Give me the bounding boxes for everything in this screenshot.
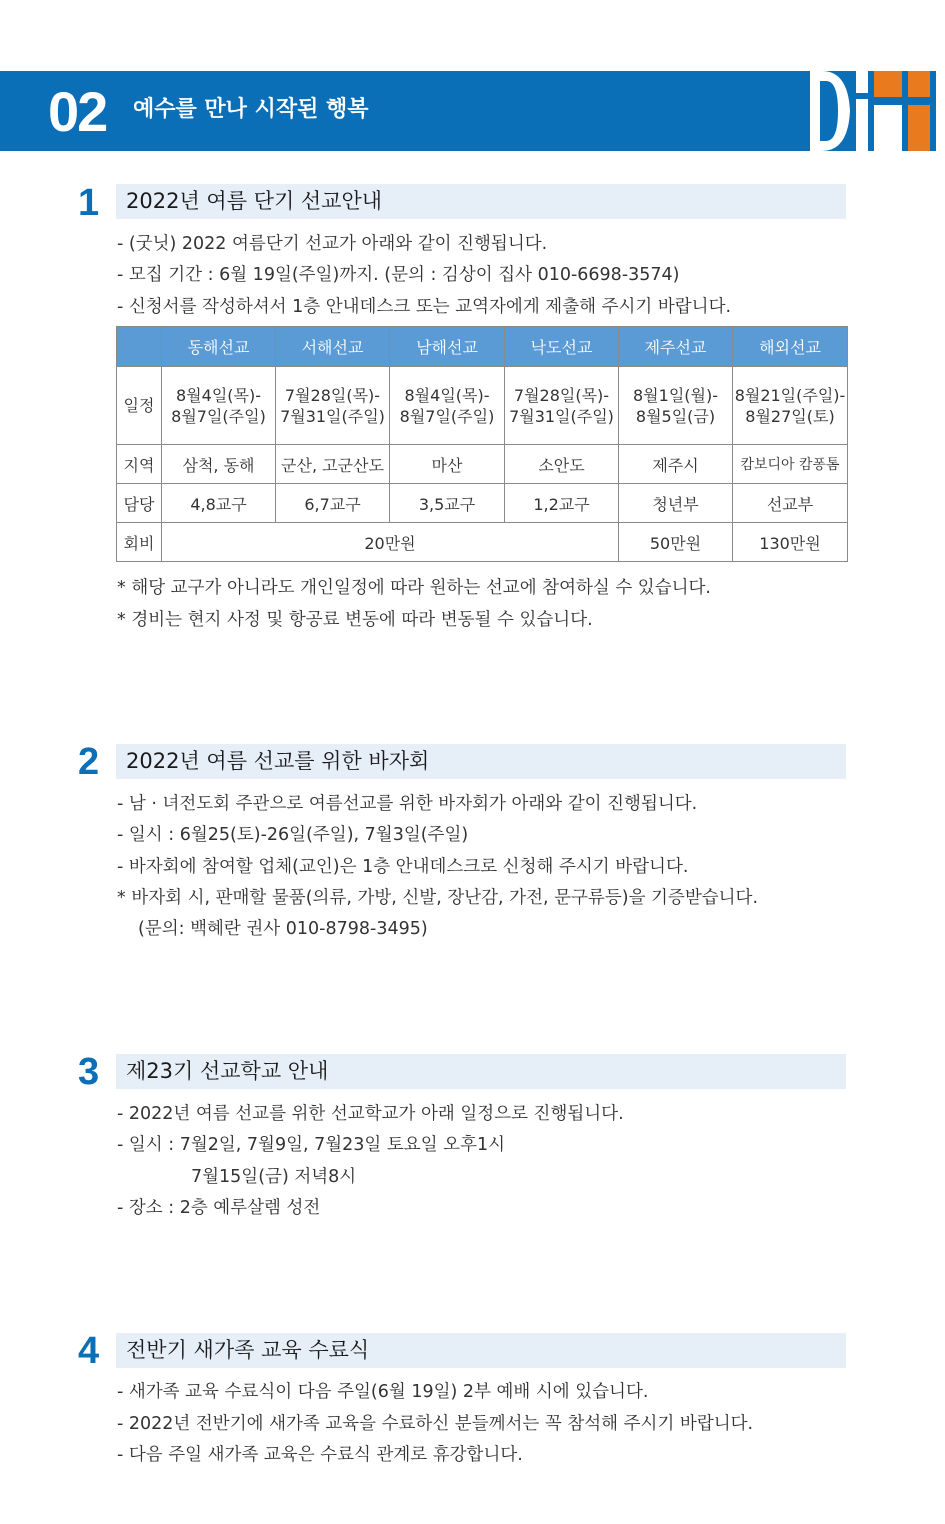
column-header: 서해선교 xyxy=(276,327,390,367)
section-1-title-bar xyxy=(116,184,846,219)
region-cell: 캄보디아 캄퐁톰 xyxy=(733,445,848,484)
section-2-line-3: - 바자회에 참여할 업체(교인)은 1층 안내데스크로 신청해 주시기 바랍니다. xyxy=(117,857,689,877)
section-4-title: 전반기 새가족 교육 수료식 xyxy=(126,1338,370,1362)
section-4-line-2: - 2022년 전반기에 새가족 교육을 수료하신 분들께서는 꼭 참석해 주시기 바랍니다. xyxy=(117,1414,754,1434)
section-1-number: 1 xyxy=(78,182,100,224)
section-1-line-2: - 모집 기간 : 6월 19일(주일)까지. (문의 : 김상이 집사 010-6698-3574) xyxy=(117,265,680,285)
church-logo-icon xyxy=(808,71,945,151)
table-row-fee xyxy=(117,523,848,562)
section-4-title-bar xyxy=(116,1333,846,1368)
mission-schedule-table xyxy=(116,326,848,562)
section-3-title: 제23기 선교학교 안내 xyxy=(126,1059,329,1083)
section-2-line-2: - 일시 : 6월25(토)-26일(주일), 7월3일(주일) xyxy=(117,825,469,845)
schedule-cell: 7월28일(목)- 7월31일(주일) xyxy=(505,367,619,445)
region-cell: 마산 xyxy=(390,445,505,484)
table-corner-cell xyxy=(117,327,162,367)
column-header: 동해선교 xyxy=(162,327,276,367)
section-3-line-3: 7월15일(금) 저녁8시 xyxy=(191,1167,357,1187)
section-3-number: 3 xyxy=(78,1051,100,1093)
charge-cell: 3,5교구 xyxy=(390,484,505,523)
section-1-title: 2022년 여름 단기 선교안내 xyxy=(126,189,383,213)
section-1-note-1: * 해당 교구가 아니라도 개인일정에 따라 원하는 선교에 참여하실 수 있습니다. xyxy=(117,578,711,598)
schedule-cell: 8월4일(목)- 8월7일(주일) xyxy=(390,367,505,445)
charge-cell: 청년부 xyxy=(619,484,733,523)
charge-cell: 1,2교구 xyxy=(505,484,619,523)
section-1-note-2: * 경비는 현지 사정 및 항공료 변동에 따라 변동될 수 있습니다. xyxy=(117,610,593,630)
region-cell: 제주시 xyxy=(619,445,733,484)
section-3-title-bar xyxy=(116,1054,846,1089)
row-label-charge: 담당 xyxy=(117,484,162,523)
column-header: 해외선교 xyxy=(733,327,848,367)
charge-cell: 6,7교구 xyxy=(276,484,390,523)
section-2-title: 2022년 여름 선교를 위한 바자회 xyxy=(126,749,430,773)
region-cell: 삼척, 동해 xyxy=(162,445,276,484)
section-4-line-1: - 새가족 교육 수료식이 다음 주일(6월 19일) 2부 예배 시에 있습니다. xyxy=(117,1382,649,1402)
charge-cell: 4,8교구 xyxy=(162,484,276,523)
section-2-line-5: (문의: 백혜란 권사 010-8798-3495) xyxy=(138,919,428,939)
fee-cell: 50만원 xyxy=(619,523,733,562)
column-header: 낙도선교 xyxy=(505,327,619,367)
table-row-region xyxy=(117,445,848,484)
schedule-cell: 7월28일(목)- 7월31일(주일) xyxy=(276,367,390,445)
header-number: 02 xyxy=(48,80,107,143)
region-cell: 군산, 고군산도 xyxy=(276,445,390,484)
section-2-line-4: * 바자회 시, 판매할 물품(의류, 가방, 신발, 장난감, 가전, 문구류등)을 기증받습니다. xyxy=(117,888,759,908)
schedule-cell: 8월4일(목)- 8월7일(주일) xyxy=(162,367,276,445)
section-3-line-1: - 2022년 여름 선교를 위한 선교학교가 아래 일정으로 진행됩니다. xyxy=(117,1104,624,1124)
table-row-charge xyxy=(117,484,848,523)
schedule-cell: 8월1일(월)- 8월5일(금) xyxy=(619,367,733,445)
row-label-schedule: 일정 xyxy=(117,367,162,445)
fee-cell: 130만원 xyxy=(733,523,848,562)
header-title: 예수를 만나 시작된 행복 xyxy=(133,97,369,122)
table-header-row xyxy=(117,327,848,367)
row-label-fee: 회비 xyxy=(117,523,162,562)
section-1-line-1: - (굿닛) 2022 여름단기 선교가 아래와 같이 진행됩니다. xyxy=(117,234,548,254)
section-2-title-bar xyxy=(116,744,846,779)
section-3-line-4: - 장소 : 2층 예루살렘 성전 xyxy=(117,1198,321,1218)
schedule-cell: 8월21일(주일)- 8월27일(토) xyxy=(733,367,848,445)
region-cell: 소안도 xyxy=(505,445,619,484)
table-row-schedule xyxy=(117,367,848,445)
row-label-region: 지역 xyxy=(117,445,162,484)
section-2-line-1: - 남 · 녀전도회 주관으로 여름선교를 위한 바자회가 아래와 같이 진행됩니다. xyxy=(117,794,698,814)
section-2-number: 2 xyxy=(78,741,100,783)
column-header: 제주선교 xyxy=(619,327,733,367)
charge-cell: 선교부 xyxy=(733,484,848,523)
section-4-line-3: - 다음 주일 새가족 교육은 수료식 관계로 휴강합니다. xyxy=(117,1445,523,1465)
column-header: 남해선교 xyxy=(390,327,505,367)
section-3-line-2: - 일시 : 7월2일, 7월9일, 7월23일 토요일 오후1시 xyxy=(117,1135,506,1155)
section-1-line-3: - 신청서를 작성하셔서 1층 안내데스크 또는 교역자에게 제출해 주시기 바랍니다. xyxy=(117,297,732,317)
section-4-number: 4 xyxy=(78,1330,100,1372)
fee-cell: 20만원 xyxy=(162,523,619,562)
